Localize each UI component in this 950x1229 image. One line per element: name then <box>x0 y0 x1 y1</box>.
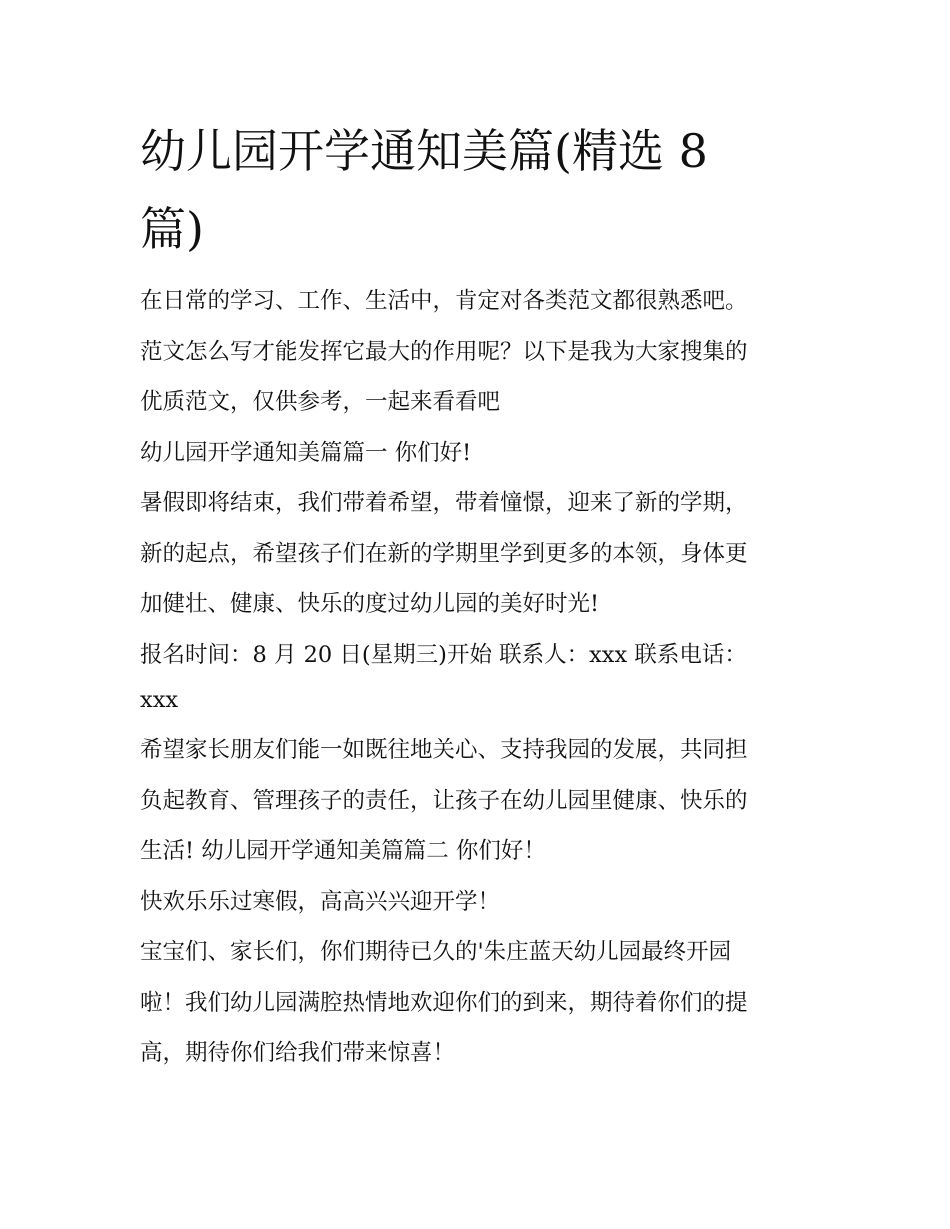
body-line: 高，期待你们给我们带来惊喜！ <box>140 1040 456 1066</box>
body-line: 啦！我们幼儿园满腔热情地欢迎你们的到来，期待着你们的提 <box>140 990 748 1016</box>
body-line: 生活! 幼儿园开学通知美篇篇二 你们好！ <box>140 838 546 864</box>
body-line: 新的起点，希望孩子们在新的学期里学到更多的本领，身体更 <box>140 541 748 567</box>
document-title: 幼儿园开学通知美篇(精选 8 篇) <box>140 124 708 256</box>
body-line: 报名时间：8 月 20 日(星期三)开始 联系人：xxx 联系电话： <box>140 642 747 668</box>
body-line: 在日常的学习、工作、生活中，肯定对各类范文都很熟悉吧。 <box>140 288 748 314</box>
body-line: 范文怎么写才能发挥它最大的作用呢？以下是我为大家搜集的 <box>140 339 748 365</box>
body-line: 希望家长朋友们能一如既往地关心、支持我园的发展，共同担 <box>140 737 748 763</box>
body-line: 暑假即将结束，我们带着希望，带着憧憬，迎来了新的学期， <box>140 490 748 516</box>
body-line: 优质范文，仅供参考，一起来看看吧 <box>140 389 501 415</box>
body-line: 加健壮、健康、快乐的度过幼儿园的美好时光! <box>140 591 600 617</box>
body-line: 负起教育、管理孩子的责任，让孩子在幼儿园里健康、快乐的 <box>140 788 748 814</box>
body-line: 快欢乐乐过寒假，高高兴兴迎开学！ <box>140 889 501 915</box>
body-line: 幼儿园开学通知美篇篇一 你们好! <box>140 440 472 466</box>
body-line: xxx <box>140 687 179 713</box>
body-line: 宝宝们、家长们，你们期待已久的'朱庄蓝天幼儿园最终开园 <box>140 939 732 965</box>
